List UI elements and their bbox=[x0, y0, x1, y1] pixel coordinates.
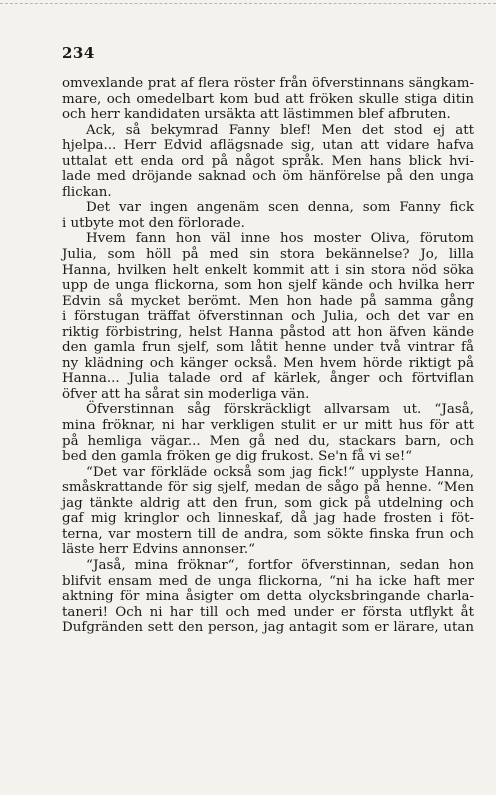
text-line: gaf mig kringlor och linneskaf, då jag hade frosten i föt- bbox=[62, 511, 474, 527]
text-line: öfver att ha sårat sin moderliga vän. bbox=[62, 386, 310, 402]
text-line: aktning för mina åsigter om detta olycksbringande charla- bbox=[62, 589, 474, 605]
text-line: på hemliga vägar... Men gå ned du, stackars barn, och bbox=[62, 433, 474, 449]
text-line: flickan. bbox=[62, 184, 112, 200]
text-line: läste herr Edvins annonser.“ bbox=[62, 542, 255, 558]
text-line: uttalat ett enda ord på något språk. Men hans blick hvi- bbox=[62, 153, 474, 169]
page-number: 234 bbox=[62, 44, 95, 62]
text-line: “Jaså, mina fröknar“, fortfor öfverstinnan, sedan hon bbox=[86, 557, 474, 573]
text-line: Ack, så bekymrad Fanny blef! Men det stod ej att bbox=[86, 122, 474, 138]
text-line: i utbyte mot den förlorade. bbox=[62, 215, 245, 231]
text-line: Hanna, hvilken helt enkelt kommit att i sin stora nöd söka bbox=[62, 262, 474, 278]
text-line: Julia, som höll på med sin stora bekännelse? Jo, lilla bbox=[62, 247, 474, 263]
text-line: blifvit ensam med de unga flickorna, “ni ha icke haft mer bbox=[62, 573, 474, 589]
text-line: Det var ingen angenäm scen denna, som Fanny fick bbox=[86, 200, 474, 216]
text-line: riktig förbistring, helst Hanna påstod att hon äfven kände bbox=[62, 324, 474, 340]
text-line: mina fröknar, ni har verkligen stulit er ur mitt hus för att bbox=[62, 418, 474, 434]
text-line: “Det var förkläde också som jag fick!“ upplyste Hanna, bbox=[86, 464, 474, 480]
text-line: Hanna... Julia talade ord af kärlek, ånger och förtviflan bbox=[62, 371, 474, 387]
text-line: Edvin så mycket berömt. Men hon hade på samma gång bbox=[62, 293, 474, 309]
text-line: Hvem fann hon väl inne hos moster Oliva, förutom bbox=[86, 231, 474, 247]
text-line: ny klädning och känger också. Men hvem hörde riktigt på bbox=[62, 355, 474, 371]
text-line: och herr kandidaten ursäkta att lästimmen blef afbruten. bbox=[62, 107, 451, 123]
text-line: jag tänkte aldrig att den frun, som gick på utdelning och bbox=[62, 495, 474, 511]
text-line: Öfverstinnan såg förskräckligt allvarsam ut. “Jaså, bbox=[86, 402, 474, 418]
text-line: lade med dröjande saknad och öm hänförelse på den unga bbox=[62, 169, 474, 185]
text-line: omvexlande prat af flera röster från öfverstinnans sängkam- bbox=[62, 76, 474, 91]
text-line: hjelpa... Herr Edvid aflägsnade sig, utan att vidare hafva bbox=[62, 138, 474, 154]
text-line: taneri! Och ni har till och med under er första utflykt åt bbox=[62, 604, 474, 620]
text-line: i förstugan träffat öfverstinnan och Julia, och det var en bbox=[62, 309, 474, 325]
text-line: bed den gamla fröken ge dig frukost. Se'n få vi se!“ bbox=[62, 449, 413, 465]
text-line: terna, var mostern till de andra, som sökte finska frun och bbox=[62, 526, 474, 542]
text-line: den gamla frun sjelf, som låtit henne under två vintrar få bbox=[62, 340, 474, 356]
top-rule bbox=[0, 3, 496, 4]
text-line: Dufgränden sett den person, jag antagit som er lärare, utan bbox=[62, 620, 474, 636]
text-line: småskrattande för sig sjelf, medan de sågo på henne. “Men bbox=[62, 480, 474, 496]
text-line: mare, och omedelbart kom bud att fröken skulle stiga ditin bbox=[62, 91, 474, 107]
body-text bbox=[62, 76, 474, 636]
text-line: upp de unga flickorna, som hon sjelf kände och hvilka herr bbox=[62, 278, 474, 294]
